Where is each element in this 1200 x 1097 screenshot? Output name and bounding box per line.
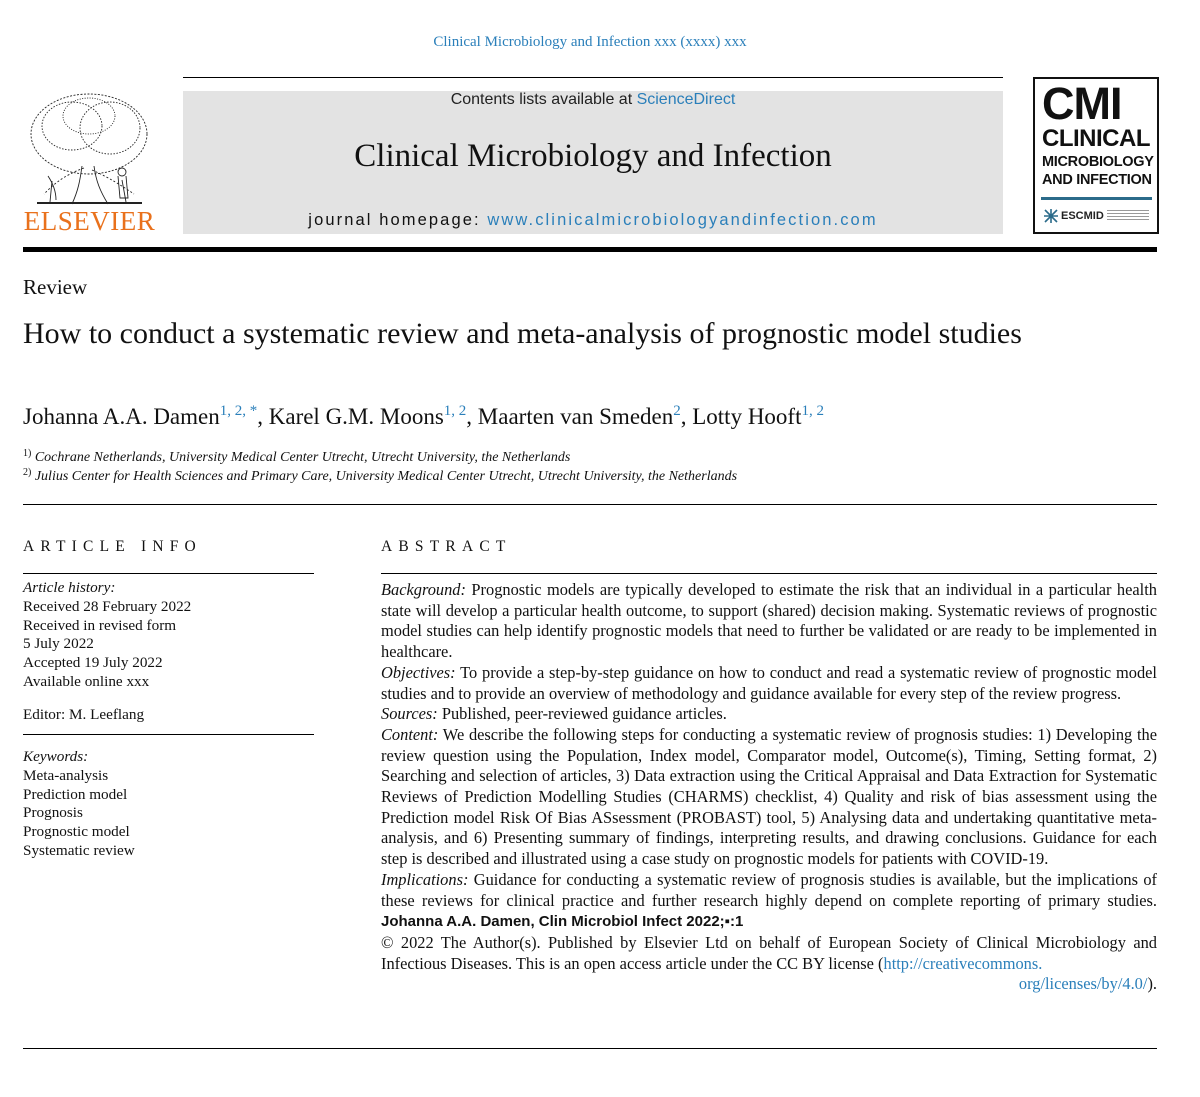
license-link-continued[interactable]: org/licenses/by/4.0/ — [1018, 974, 1148, 994]
author-affiliation-ref[interactable]: 2 — [673, 403, 681, 419]
escmid-label: ESCMID — [1061, 210, 1104, 222]
citation: Johanna A.A. Damen, Clin Microbiol Infect 2022;▪:1 — [381, 913, 744, 931]
escmid-fine-print — [1107, 210, 1149, 222]
masthead-top-rule — [183, 77, 1003, 78]
homepage-prefix: journal homepage: — [308, 211, 488, 229]
affiliation-text: Cochrane Netherlands, University Medical Center Utrecht, Utrecht University, the Netherlands — [34, 450, 571, 465]
abstract-implications — [381, 870, 1157, 933]
journal-homepage-line — [183, 211, 1003, 230]
author-affiliation-ref[interactable]: 1, 2, * — [219, 403, 258, 419]
abstract-section-text: We describe the following steps for conducting a systematic review of prognosis studies: 1) Developing the review question using the Population, Index model, Comparator model, Outcome(s), Timing, Setting format, 2) Searching and selection of articles, 3) Data extraction using the Critical Appraisal and Data Extraction for Systematic Reviews of Prediction Modelling Studies (CHARMS) checklist, 4) Quality and risk of bias assessment using the Prediction model Risk Of Bias ASsessment (PROBAST) tool, 5) Analysing data and undertaking quantitative meta-analysis, and 6) Presenting summary of findings, interpreting results, and drawing conclusions. Guidance for each step is described and illustrated using a case study on prognostic models for patients with COVID-19. — [381, 724, 1157, 869]
copyright-statement — [381, 933, 1157, 995]
abstract-body — [381, 580, 1157, 995]
abstract-section-text: Published, peer-reviewed guidance articles. — [437, 704, 727, 724]
abstract-rule — [381, 573, 1157, 574]
escmid-logo — [1041, 205, 1153, 227]
elsevier-wordmark: ELSEVIER — [23, 206, 156, 236]
bottom-rule — [23, 1048, 1157, 1049]
article-info-rule — [23, 573, 314, 574]
cmi-cover-line-1: CLINICAL — [1042, 125, 1150, 152]
masthead-bottom-rule — [23, 247, 1157, 252]
author-name[interactable]: Karel G.M. Moons — [268, 404, 444, 429]
history-entry: Accepted 19 July 2022 — [23, 654, 163, 672]
abstract-section-label: Background: — [381, 580, 466, 599]
abstract-section-label: Implications: — [381, 869, 469, 889]
journal-homepage-link[interactable]: www.clinicalmicrobiologyandinfection.com — [487, 211, 878, 229]
cmi-journal-cover — [1033, 77, 1159, 234]
author-affiliation-ref[interactable]: 1, 2 — [443, 403, 467, 419]
article-info-heading: ARTICLE INFO — [23, 538, 202, 555]
cmi-cover-bar — [1041, 197, 1152, 200]
keyword-item: Prognosis — [23, 804, 83, 822]
copyright-text: © 2022 The Author(s). Published by Elsevier Ltd on behalf of European Society of Clinical Microbiology and Infectious Diseases. This is an open access article under the CC BY license ( — [381, 932, 1157, 973]
author-list — [23, 403, 824, 430]
keyword-item: Prognostic model — [23, 823, 130, 841]
contents-line — [183, 91, 1003, 109]
abstract-section-text: To provide a step-by-step guidance on how to conduct and read a systematic review of prognostic model studies and to provide an overview of methodology and guidance available for every step of the review progress. — [381, 662, 1157, 703]
keywords-rule — [23, 734, 314, 735]
running-head[interactable]: Clinical Microbiology and Infection xxx (xxxx) xxx — [433, 34, 747, 50]
abstract-section-text: Prognostic models are typically developed to estimate the risk that an individual in a particular health state will develop a particular health outcome, to support (shared) decision making. Systematic reviews of prognostic model studies can help identify prognostic models that need to further be validated or are ready to be implemented in healthcare. — [381, 580, 1157, 662]
cmi-cover-acronym: CMI — [1042, 78, 1122, 129]
abstract-objectives — [381, 663, 1157, 704]
keyword-item: Meta-analysis — [23, 766, 109, 784]
author-separator: , — [466, 404, 478, 429]
abstract-section-label: Sources: — [381, 704, 438, 724]
keywords-label: Keywords: — [23, 748, 89, 765]
author-separator: , — [257, 404, 269, 429]
section-rule — [23, 504, 1157, 505]
author-separator: , — [680, 404, 693, 429]
article-history-label: Article history: — [23, 579, 116, 596]
abstract-section-text: Guidance for conducting a systematic review of prognosis studies is available, but the implications of these reviews for clinical practice and further research highly depend on complete reporting of primary studies. — [381, 869, 1157, 910]
author-affiliation-ref[interactable]: 1, 2 — [801, 403, 824, 419]
keyword-item: Systematic review — [23, 841, 135, 859]
license-link[interactable]: http://creativecommons. — [883, 953, 1043, 973]
author-name[interactable]: Maarten van Smeden — [477, 404, 674, 429]
history-entry: Received in revised form — [23, 616, 177, 634]
abstract-content — [381, 725, 1157, 870]
author-name[interactable]: Lotty Hooft — [692, 404, 802, 429]
keywords — [23, 748, 135, 861]
abstract-heading: ABSTRACT — [381, 538, 512, 555]
author-name[interactable]: Johanna A.A. Damen — [23, 404, 220, 429]
escmid-mark-icon — [1043, 208, 1059, 224]
affiliation-marker: 1) — [23, 448, 32, 459]
abstract-section-label: Content: — [381, 724, 439, 744]
sciencedirect-link[interactable]: ScienceDirect — [636, 91, 736, 108]
affiliation-text: Julius Center for Health Sciences and Primary Care, University Medical Center Utrecht, Utrecht University, the Netherlands — [34, 469, 738, 484]
cmi-cover-line-3: AND INFECTION — [1042, 172, 1152, 188]
abstract-section-label: Objectives: — [381, 662, 456, 682]
history-entry: 5 July 2022 — [23, 635, 94, 653]
affiliation-1 — [23, 448, 570, 466]
contents-prefix: Contents lists available at — [450, 91, 637, 108]
affiliation-2 — [23, 467, 737, 485]
article-type: Review — [23, 275, 88, 299]
journal-title: Clinical Microbiology and Infection — [354, 138, 832, 174]
article-history — [23, 579, 191, 692]
affiliation-marker: 2) — [23, 467, 32, 478]
abstract-sources — [381, 704, 1157, 725]
keyword-item: Prediction model — [23, 785, 128, 803]
article-title: How to conduct a systematic review and meta-analysis of prognostic model studies — [23, 317, 1022, 350]
cmi-cover-line-2: MICROBIOLOGY — [1042, 154, 1154, 170]
history-entry: Available online xxx — [23, 672, 150, 690]
editor-line: Editor: M. Leeflang — [23, 706, 145, 723]
copyright-close: ). — [1147, 974, 1157, 994]
abstract-background — [381, 580, 1157, 663]
history-entry: Received 28 February 2022 — [23, 597, 192, 615]
